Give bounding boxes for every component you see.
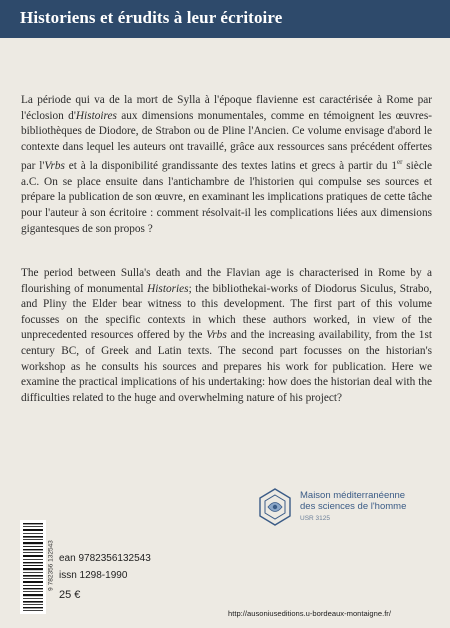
en-em-vrbs: Vrbs xyxy=(206,329,227,342)
logo-line-2: des sciences de l'homme xyxy=(300,501,407,512)
english-blurb xyxy=(21,266,432,406)
issn-number: issn 1298-1990 xyxy=(59,570,128,581)
fr-text-2: aux dimensions monumentales, comme en témoignent les œuvres-bibliothèques de Diodore, de Strabon ou de Pline l'Ancien. Ce volume envisage d'abord le contexte dans lequel les auteurs ont travaillé, grâce aux ressources sans précédent offertes par l' xyxy=(21,109,432,173)
fr-text-4: siècle a.C. On se place ensuite dans l'antichambre de l'historien qui compulse ses sources et prépare la publication de son œuvre, en examinant les implications pratiques de cette tâche pour l'auteur à son écritoire : comment résolvait-il les complications liées aux dimensions gigantesques de son propos ? xyxy=(21,160,432,235)
logo-line-1: Maison méditerranéenne xyxy=(300,490,406,501)
logo-line-3: USR 3125 xyxy=(300,515,330,522)
fr-sup-er: er xyxy=(397,158,403,167)
en-text-3: and the increasing availability, from the 1st century BC, of Greek and Latin texts. The second part focusses on the historian's workshop as he consults his sources and prepares his work for publication. Here we examine the practical implications of his undertaking: how does the historian deal with the difficulties related to the huge and overwhelming nature of his project? xyxy=(21,329,432,404)
publisher-logo xyxy=(258,479,407,535)
fr-em-vrbs: Vrbs xyxy=(44,160,65,173)
en-em-histories: Histories xyxy=(147,282,189,295)
french-blurb xyxy=(21,93,432,237)
ean-number: ean 9782356132543 xyxy=(59,553,151,564)
mmsh-emblem-icon xyxy=(258,487,292,527)
fr-em-histoires: Histoires xyxy=(75,109,117,122)
barcode-number: 9 782356 132543 xyxy=(47,540,55,591)
barcode-digits xyxy=(46,520,54,614)
publisher-url[interactable]: http://ausoniuseditions.u-bordeaux-montaigne.fr/ xyxy=(228,609,391,618)
price: 25 € xyxy=(59,589,81,601)
en-text-2: ; the bibliothekai-works of Diodorus Siculus, Strabo, and Pliny the Elder bear witness to this development. The first part of this volume focusses on the specific contexts in which these authors worked, in view of the unprecedented resources offered by the xyxy=(21,282,433,342)
fr-text-1: La période qui va de la mort de Sylla à l'époque flavienne est caractérisée à Rome par l'éclosion d' xyxy=(21,94,432,122)
header-band xyxy=(0,0,450,38)
en-text-1: The period between Sulla's death and the Flavian age is characterised in Rome by a flourishing of monumental xyxy=(21,267,432,295)
book-title: Historiens et érudits à leur écritoire xyxy=(20,8,283,27)
barcode-icon xyxy=(20,520,46,614)
fr-text-3: et à la disponibilité grandissante des textes latins et grecs à partir du 1 xyxy=(64,160,397,173)
